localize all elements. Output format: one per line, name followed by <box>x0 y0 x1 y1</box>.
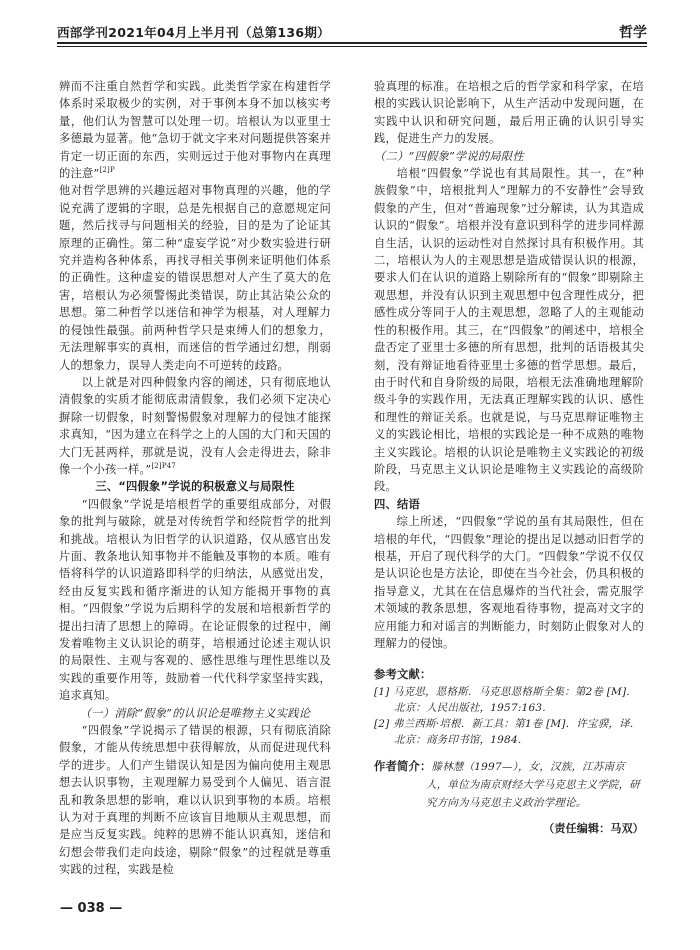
left-column <box>59 78 331 879</box>
page-header <box>57 22 647 42</box>
reference-item: [1] 马克思，恩格斯．马克思恩格斯全集：第2卷 [M]．北京：人民出版社，1957:163. <box>374 685 637 714</box>
header-rule-thick <box>57 42 647 44</box>
subsection-heading: （一）消除“假象”的认识论是唯物主义实践论 <box>79 706 311 720</box>
conclusion-heading: 四、结语 <box>374 497 420 511</box>
author-bio <box>374 758 644 812</box>
right-column <box>374 78 644 837</box>
paragraph: “四假象”学说揭示了错误的根源，只有彻底消除假象，才能从传统思想中获得解放，从而促进现代科学的进步。人们产生错误认知是因为偏向使用主观思想去认识事物，主观理解力易受到个人偏见、语言混乱和教条思想的影响，难以认识到事物的本质。培根认为对于真理的判断不应该盲目地顺从主观思想，而是应当反复实践。纯粹的思辨不能认识真知，迷信和幻想会带我们走向歧途，剔除“假象”的过程就是尊重实践的过程，实践是检 <box>59 724 331 877</box>
paragraph: 综上所述，“四假象”学说的虽有其局限性，但在培根的年代，“四假象”理论的提出足以撼动旧哲学的根基，开启了现代科学的大门。“四假象”学说不仅仅是认识论也是方法论，即使在当今社会，仍具积极的指导意义，尤其在在信息爆炸的当代社会，需克服学术领域的教条思想，客观地看待事物，提高对文字的应用能力和对谣言的判断能力，时刻防止假象对人的理解力的侵蚀。 <box>374 515 644 650</box>
section-label: 哲学 <box>619 25 647 41</box>
paragraph: 他对哲学思辨的兴趣远超对事物真理的兴趣，他的学说充满了逻辑的字眼，总是先根据自己的意愿规定问题，然后找寻与问题相关的经验，目的是为了论证其原理的正确性。第二种“虚妄学说”对少数实验进行研究并造构各种体系，再找寻相关事例来证明他们体系的正确性。这种虚妄的错误思想对人产生了莫大的危害，培根认为必须警惕此类错误，防止其沾染公众的思想。第二种哲学以迷信和神学为根基，对人理解力的侵蚀性最强。前两种哲学只是束缚人们的想象力，无法理解事实的真相，而迷信的哲学通过幻想，削弱人的想象力，误导人类走向不可逆转的歧路。 <box>59 184 331 372</box>
header-rule-thin <box>57 46 647 47</box>
journal-title: 西部学刊2021年04月上半月刊（总第136期） <box>57 25 330 40</box>
paragraph: 以上就是对四种假象内容的阐述，只有彻底地认清假象的实质才能彻底肃清假象，我们必须下定决心摒除一切假象，时刻警惕假象对理解力的侵蚀才能探求真知，“因为建立在科学之上的人国的大门和天国的大门无甚两样，那就是说，没有人会走得进去，除非像一个小孩一样。”$^{[2]P47}$ <box>59 375 331 476</box>
page-number: — 038 — <box>60 901 123 916</box>
citation: [2]P47 <box>151 462 177 471</box>
editor-note: （责任编辑：马双） <box>543 821 644 835</box>
references-title: 参考文献： <box>374 668 432 682</box>
paragraph: “四假象”学说是培根哲学的重要组成部分，对假象的批判与破除，就是对传统哲学和经院哲学的批判和挑战。培根认为旧哲学的认识道路，仅从感官出发片面、教条地认知事物并不能触及事物的本质。唯有悟将科学的认识道路即科学的归纳法，从感觉出发，经由反复实践和循序渐进的认知方能揭开事物的真相。“四假象”学说为后期科学的发展和培根新哲学的提出扫清了思想上的障碍。在论证假象的过程中，阐发着唯物主义认识论的萌芽，培根通过论述主观认识的局限性、主观与客观的、感性思维与理性思维以及实践的重要作用等，鼓励着一代代科学家坚持实践，追求真知。 <box>59 497 331 703</box>
subsection-heading: （二）“四假象”学说的局限性 <box>374 149 524 163</box>
reference-item: [2] 弗兰西斯·培根．新工具：第1卷 [M]．许宝骙，译．北京：商务印书馆，1984. <box>374 717 641 746</box>
author-label: 作者简介： <box>374 759 432 773</box>
section-heading: 三、“四假象”学说的积极意义与局限性 <box>95 480 295 494</box>
citation: [2]P <box>99 166 115 175</box>
paragraph: 培根“四假象”学说也有其局限性。其一，在“种族假象”中，培根批判人“理解力的不安静性”会导致假象的产生，但对“普遍现象”过分解读，认为其造成认识的“假象”。培根并没有意识到科学的进步同样源自生活，认识的运动性对自然探讨具有积极作用。其二，培根认为人的主观思想是造成错误认识的根源，要求人们在认识的道路上剔除所有的“假象”即剔除主观思想，并没有认识到主观思想中包含理性成分，把感性成分等同于人的主观思想，忽略了人的主观能动性的积极作用。其三，在“四假象”的阐述中，培根全盘否定了亚里士多德的所有思想，批判的话语极其尖刻，没有辩证地看待亚里士多德的哲学思想。最后，由于时代和自身阶级的局限，培根无法准确地理解阶级斗争的实践作用，无法真正理解实践的认识、感性和理性的辩证关系。也就是说，与马克思辩证唯物主义的实践论相比，培根的实践论是一种不成熟的唯物主义实践论。培根的认识论是唯物主义实践论的初级阶段，马克思主义认识论是唯物主义实践论的高级阶段。 <box>374 167 644 494</box>
author-text: 滕林慧（1997—），女，汉族，江苏南京人，单位为南京财经大学马克思主义学院，研究方向为马克思主义政治学理论。 <box>426 760 640 809</box>
paragraph: 辨而不注重自然哲学和实践。此类哲学家在构建哲学体系时采取极少的实例，对于事例本身不加以核实考量，他们认为智慧可以处理一切。培根认为以亚里士多德最为显著。他“急切于就文字来对问题提供答案并肯定一切正面的东西，实则远过于他对事物内在真理的注意”$^{[2]P}$ <box>59 80 331 181</box>
paragraph: 验真理的标准。在培根之后的哲学家和科学家，在培根的实践认识论影响下，从生产活动中发现问题，在实践中认识和研究问题，最后用正确的认识引导实践，促进生产力的发展。 <box>374 80 644 146</box>
